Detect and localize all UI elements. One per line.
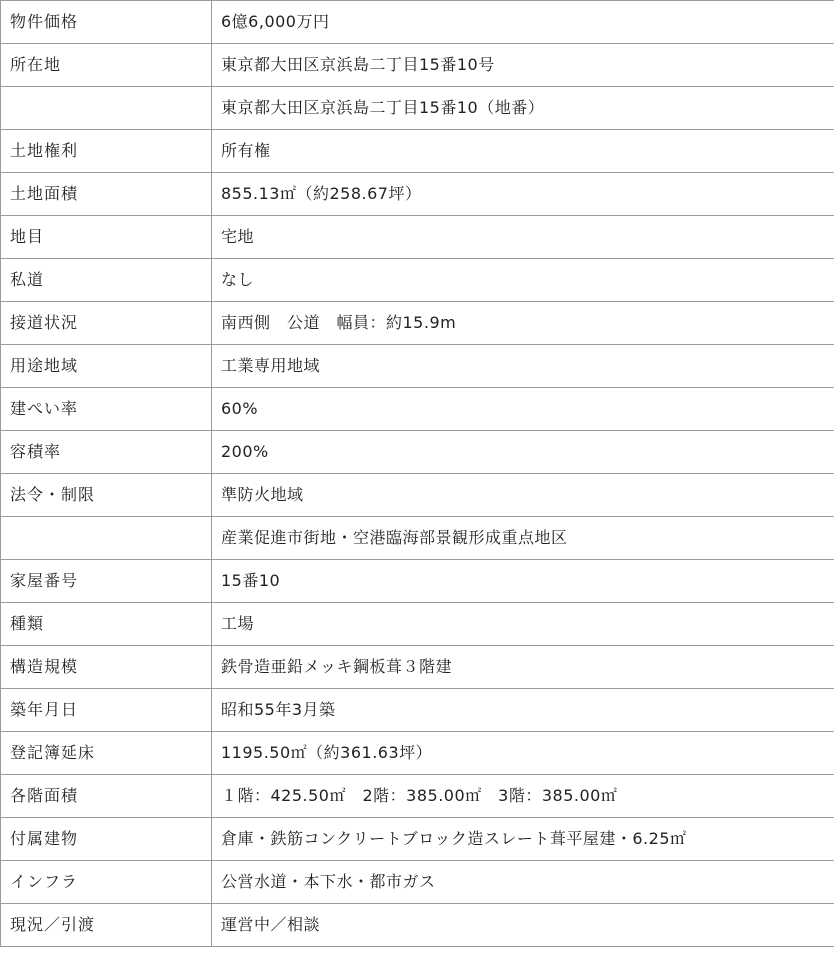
table-row xyxy=(1,302,834,345)
row-value: 6億6,000万円 xyxy=(212,1,834,44)
row-value: 東京都大田区京浜島二丁目15番10（地番） xyxy=(212,87,834,130)
table-row xyxy=(1,431,834,474)
row-label: 土地面積 xyxy=(1,173,212,216)
table-row xyxy=(1,345,834,388)
row-label: 容積率 xyxy=(1,431,212,474)
row-value: 1195.50㎡（約361.63坪） xyxy=(212,732,834,775)
table-row xyxy=(1,560,834,603)
table-row xyxy=(1,861,834,904)
row-value: 東京都大田区京浜島二丁目15番10号 xyxy=(212,44,834,87)
row-value: 準防火地域 xyxy=(212,474,834,517)
table-row xyxy=(1,818,834,861)
table-row xyxy=(1,603,834,646)
row-label: 構造規模 xyxy=(1,646,212,689)
table-row xyxy=(1,259,834,302)
table-row xyxy=(1,216,834,259)
row-label: 現況／引渡 xyxy=(1,904,212,947)
row-value: 15番10 xyxy=(212,560,834,603)
table-row xyxy=(1,517,834,560)
row-label: 建ぺい率 xyxy=(1,388,212,431)
row-label: 所在地 xyxy=(1,44,212,87)
row-value: 宅地 xyxy=(212,216,834,259)
table-row xyxy=(1,904,834,947)
row-value: 公営水道・本下水・都市ガス xyxy=(212,861,834,904)
row-label: 法令・制限 xyxy=(1,474,212,517)
row-value: 200% xyxy=(212,431,834,474)
row-label: 各階面積 xyxy=(1,775,212,818)
table-row xyxy=(1,775,834,818)
table-row xyxy=(1,1,834,44)
row-value: 鉄骨造亜鉛メッキ鋼板葺３階建 xyxy=(212,646,834,689)
table-row xyxy=(1,646,834,689)
row-value: 運営中／相談 xyxy=(212,904,834,947)
row-label xyxy=(1,87,212,130)
row-label: 土地権利 xyxy=(1,130,212,173)
row-label: 登記簿延床 xyxy=(1,732,212,775)
row-value: 工場 xyxy=(212,603,834,646)
row-label: 種類 xyxy=(1,603,212,646)
row-label: 用途地域 xyxy=(1,345,212,388)
row-label: 築年月日 xyxy=(1,689,212,732)
row-value: 工業専用地域 xyxy=(212,345,834,388)
row-label: 地目 xyxy=(1,216,212,259)
row-label xyxy=(1,517,212,560)
table-row xyxy=(1,732,834,775)
table-row xyxy=(1,173,834,216)
row-value: 産業促進市街地・空港臨海部景観形成重点地区 xyxy=(212,517,834,560)
row-value: 所有権 xyxy=(212,130,834,173)
row-label: 私道 xyxy=(1,259,212,302)
row-value: 倉庫・鉄筋コンクリートブロック造スレート葺平屋建・6.25㎡ xyxy=(212,818,834,861)
row-label: インフラ xyxy=(1,861,212,904)
table-row xyxy=(1,388,834,431)
table-row xyxy=(1,130,834,173)
row-label: 接道状況 xyxy=(1,302,212,345)
table-row xyxy=(1,474,834,517)
row-value: １階：425.50㎡ 2階：385.00㎡ 3階：385.00㎡ xyxy=(212,775,834,818)
row-label: 付属建物 xyxy=(1,818,212,861)
row-label: 家屋番号 xyxy=(1,560,212,603)
table-row xyxy=(1,44,834,87)
row-label: 物件価格 xyxy=(1,1,212,44)
row-value: なし xyxy=(212,259,834,302)
row-value: 60% xyxy=(212,388,834,431)
property-details-body xyxy=(1,1,834,947)
table-row xyxy=(1,689,834,732)
row-value: 855.13㎡（約258.67坪） xyxy=(212,173,834,216)
table-row xyxy=(1,87,834,130)
row-value: 昭和55年3月築 xyxy=(212,689,834,732)
row-value: 南西側 公道 幅員：約15.9m xyxy=(212,302,834,345)
